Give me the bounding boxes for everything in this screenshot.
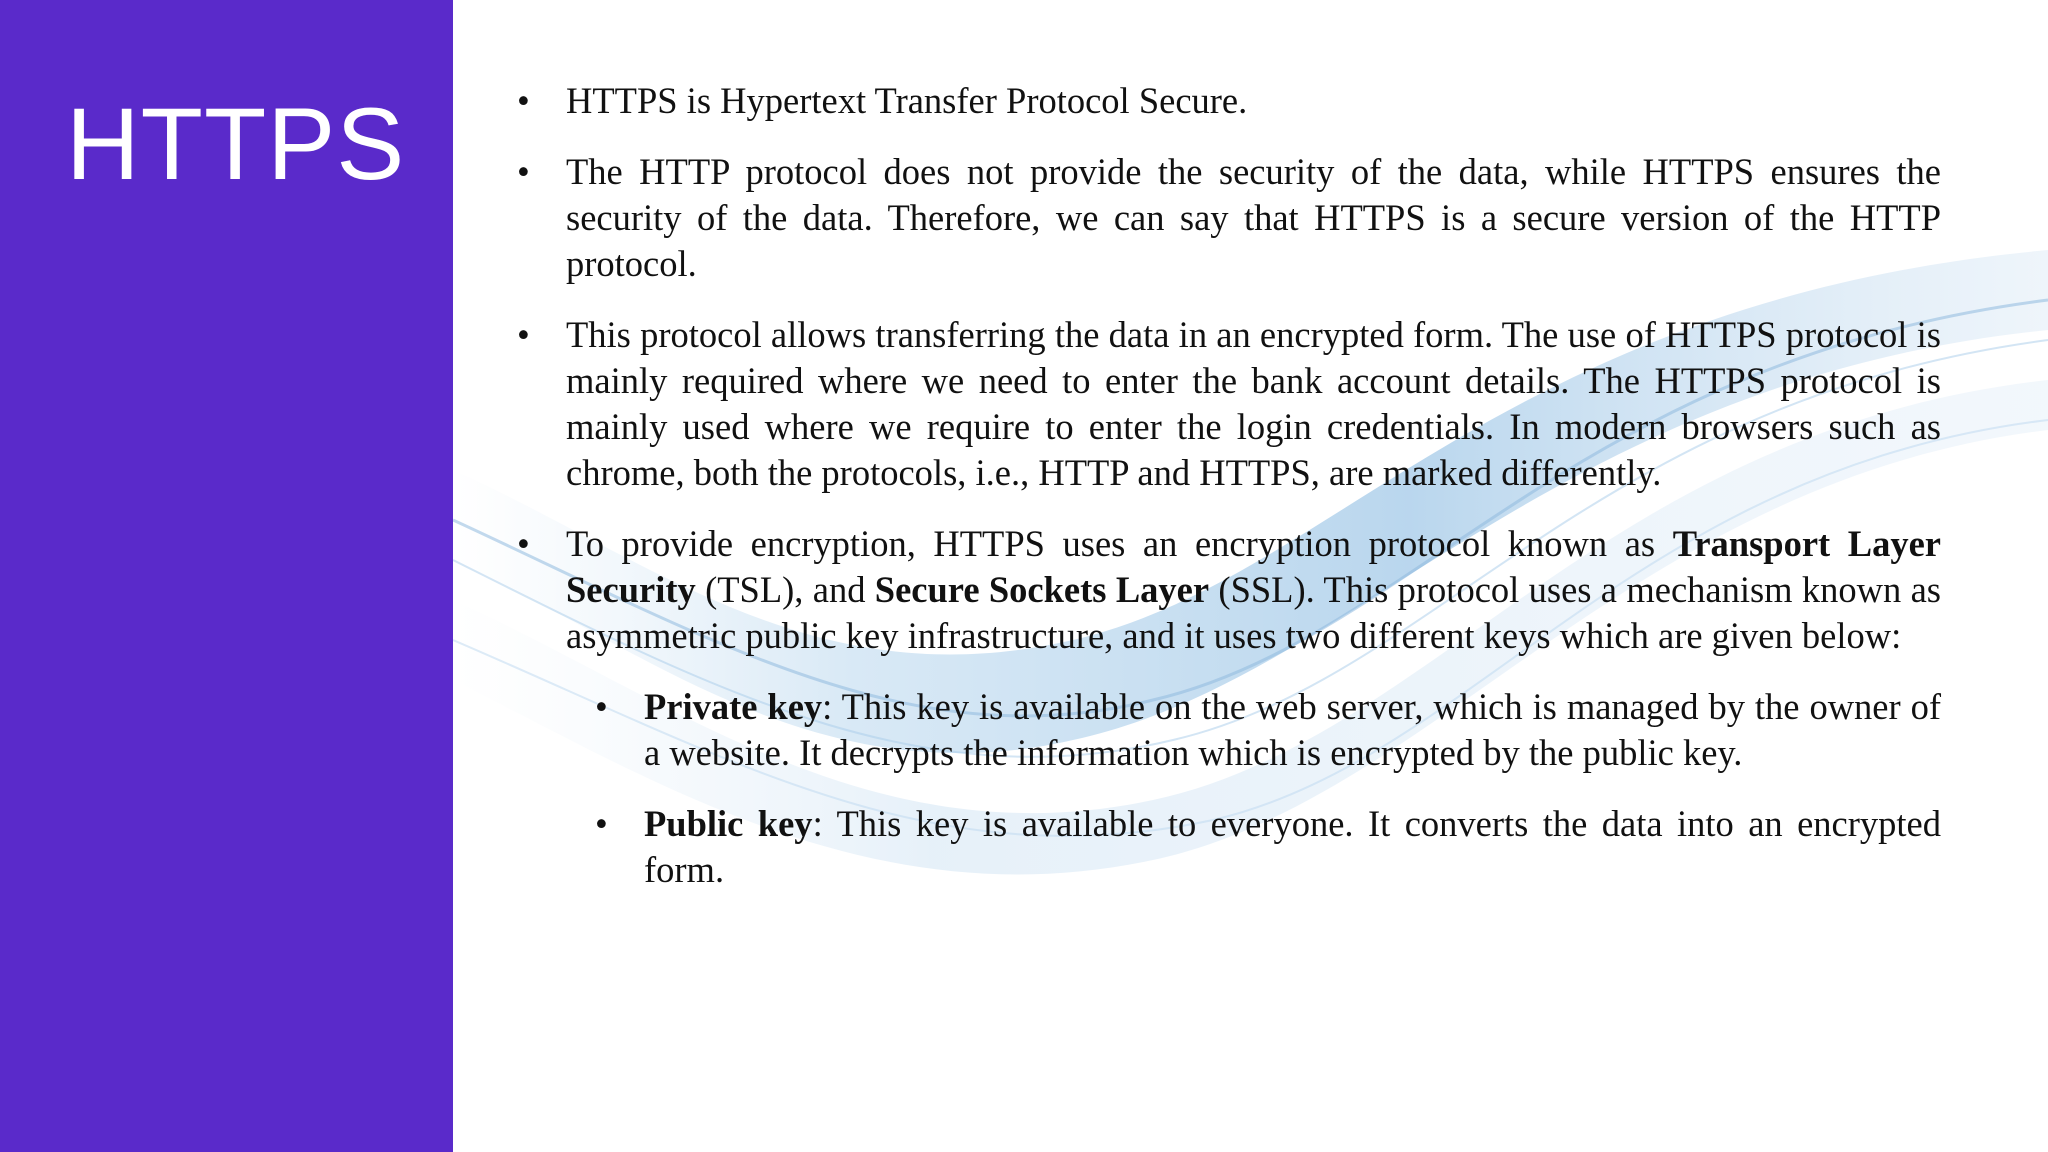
term-transport-layer-security: Transport Layer Security [566, 523, 1941, 610]
slide-title: HTTPS [66, 87, 406, 201]
bullet-item-3 [511, 312, 1941, 496]
bullet-list [511, 78, 1941, 918]
sub-bullet-private-key [589, 684, 1941, 776]
sub-bullet-text: : This key is available on the web server, which is managed by the owner of a website. It decrypts the information which is encrypted by the public key. [644, 686, 1941, 773]
sub-bullet-public-key [589, 801, 1941, 893]
bullet-text: The HTTP protocol does not provide the security of the data, while HTTPS ensures the security of the data. Therefore, we can say that HTTPS is a secure version of the HTTP protocol. [566, 151, 1941, 284]
bullet-text: HTTPS is Hypertext Transfer Protocol Secure. [566, 80, 1248, 121]
bullet-text-mid: (TSL), and [695, 569, 875, 610]
sub-bullet-text: : This key is available to everyone. It converts the data into an encrypted form. [644, 803, 1941, 890]
bullet-item-2 [511, 149, 1941, 287]
bullet-marker: • [517, 80, 530, 121]
bullet-text-tail: (SSL). This protocol uses a mechanism known as asymmetric public key infrastructure, and it uses two different keys which are given below: [566, 569, 1942, 656]
bullet-text-lead: To provide encryption, HTTPS uses an encryption protocol known as [566, 523, 1673, 564]
bullet-marker: • [517, 314, 530, 355]
bullet-marker: • [595, 686, 608, 727]
bullet-marker: • [517, 151, 530, 192]
bullet-text: This protocol allows transferring the data in an encrypted form. The use of HTTPS protocol is mainly required where we need to enter the bank account details. The HTTPS protocol is mainly used where we require to enter the login credentials. In modern browsers such as chrome, both the protocols, i.e., HTTP and HTTPS, are marked differently. [566, 314, 1941, 493]
title-side-panel [0, 0, 453, 1152]
bullet-marker: • [595, 803, 608, 844]
term-secure-sockets-layer: Secure Sockets Layer [874, 569, 1210, 610]
term-private-key: Private key [644, 686, 823, 727]
bullet-item-4 [511, 521, 1941, 659]
bullet-item-1 [511, 78, 1941, 124]
term-public-key: Public key [644, 803, 813, 844]
bullet-marker: • [517, 523, 530, 564]
